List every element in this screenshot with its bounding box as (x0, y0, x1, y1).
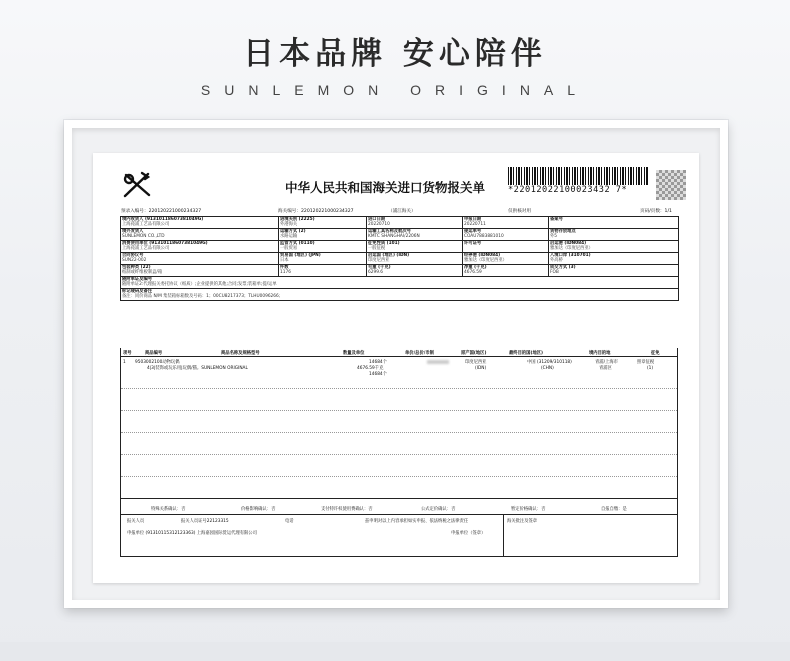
goods-domestic: 青浦/上海市 (595, 360, 618, 365)
form-row (121, 265, 679, 277)
form-row (121, 289, 679, 301)
barcode (508, 167, 648, 185)
page-count: 页码/页数：1/1 (640, 209, 672, 214)
goods-no: 1 (123, 360, 126, 365)
goods-divider (121, 476, 677, 477)
goods-duty: 照章征税 (637, 360, 655, 365)
declarer-label: 报关人员 (127, 519, 145, 524)
goods-destination: 中国 (31209/310118) (527, 360, 572, 365)
form-cell: 货物存放地点 外5 (549, 229, 679, 241)
goods-col-header: 征免 (651, 351, 660, 356)
redacted-price (427, 360, 449, 364)
slogan-heading: 日本品牌 安心陪伴 (243, 36, 547, 72)
goods-origin-code: (IDN) (475, 366, 487, 371)
declaration-footer (120, 499, 678, 557)
declare-unit: 申报单位 (91310115312123363) 上海嘉园国际货运代理有限公司 (127, 531, 257, 536)
form-cell: 启运港 (IDN084) 雅加达（印度尼西亚） (549, 241, 679, 253)
form-cell: 申报日期 20220711 (463, 217, 549, 229)
form-cell: 件数 1176 (279, 265, 367, 277)
provisional-price: 暂定价格确认：否 (511, 507, 546, 512)
self-pay: 自报自缴：是 (601, 507, 627, 512)
price-impact: 价格影响确认：否 (241, 507, 276, 512)
goods-divider (121, 454, 677, 455)
goods-col-header: 境内目的地 (589, 351, 611, 356)
goods-qty: 4676.59千克 (357, 366, 384, 371)
form-cell: 合同协议号 SUN22-002 (121, 253, 279, 265)
form-cell: 征免性质 (101) 一般征税 (367, 241, 463, 253)
goods-col-header: 原产国(地区) (461, 351, 487, 356)
goods-qty: 14684个 (369, 360, 387, 365)
form-row (121, 229, 679, 241)
declare-port: （浦江海关） (388, 209, 416, 214)
goods-divider (121, 432, 677, 433)
goods-origin: 印度尼西亚 (465, 360, 487, 365)
form-cell: 入境口岸 (310701) 外高桥 (549, 253, 679, 265)
customs-emblem-icon (120, 170, 154, 200)
goods-duty-code: (1) (647, 366, 654, 371)
form-cell: 经停港 (IDN084) 雅加达（印度尼西亚） (463, 253, 549, 265)
goods-col-header: 数量及单位 (343, 351, 365, 356)
form-cell: 净重 (千克) 4676.59 (463, 265, 549, 277)
for-query-note: 仅供核对用 (508, 209, 531, 214)
goods-col-header: 最终目的国(地区) (509, 351, 544, 356)
goods-header (121, 348, 677, 357)
qr-code (656, 170, 686, 200)
form-cell: 贸易国 (地区) (JPN) 日本 (279, 253, 367, 265)
form-row (121, 241, 679, 253)
goods-col-header: 项号 (123, 351, 132, 356)
form-cell: 境外发货人 SUNLEMON CO.,LTD (121, 229, 279, 241)
phone-label: 电话 (285, 519, 294, 524)
form-cell: 消费使用单位 (91310118607381049G) 上海莼浦工艺品有限公司 (121, 241, 279, 253)
form-row (121, 217, 679, 229)
goods-destination-code: (CHN) (541, 366, 554, 371)
form-cell: 许可证号 (463, 241, 549, 253)
barcode-number: *22012022100023432 7* (508, 185, 628, 195)
goods-table (120, 348, 678, 499)
special-relation: 特殊关系确认：否 (151, 507, 186, 512)
form-cell: 监管方式 (0110) 一般贸易 (279, 241, 367, 253)
form-cell: 备案号 (549, 217, 679, 229)
goods-divider (121, 388, 677, 389)
royalty-confirm: 支付特许权使用费确认：否 (321, 507, 373, 512)
declare-seal: 申报单位（签章） (451, 531, 486, 536)
form-cell: 成交方式 (3) FOB (549, 265, 679, 277)
document-title: 中华人民共和国海关进口货物报关单 (285, 180, 486, 195)
goods-row (121, 358, 677, 388)
declaration-form-table (120, 216, 679, 301)
brand-name: SUNLEMON ORIGINAL (200, 82, 590, 98)
customs-remark: 海关批注及签章 (507, 519, 538, 524)
bottom-band (0, 642, 790, 661)
goods-domestic-district: 青浦区 (599, 366, 612, 371)
goods-spec: 4|3|装饰或玩乐用|玩偶/猫。SUNLEMON ORIGINAL (147, 366, 248, 371)
customs-number: 海关编号：220120221000234327 (278, 209, 354, 214)
documents-cell: 随附单证及编号 随附单证2:代理报关委托协议（纸质）;企业提供的其他;合同;发票;装箱单;提/运单 (121, 277, 679, 289)
goods-col-header: 商品名称及规格型号 (221, 351, 260, 356)
form-row (121, 277, 679, 289)
marks-cell: 标记唛码及备注 备注：同价商品 N/M 集装箱标箱数及号码：1；00CU8217373；TLHU0096266； (121, 289, 679, 301)
form-cell: 毛重 (千克) 6299.6 (367, 265, 463, 277)
form-cell: 提运单号 COAU7883881010 (463, 229, 549, 241)
goods-col-header: 商品编号 (145, 351, 163, 356)
form-cell: 境内收货人 (91310118607381049G) 上海莼浦工艺品有限公司 (121, 217, 279, 229)
pre-entry-number: 预录入编号：220120221000234327 (121, 209, 202, 214)
goods-qty: 14684个 (369, 372, 387, 377)
form-cell: 包装种类 (22) 纸制或纤维板制盒/箱 (121, 265, 279, 277)
form-cell: 进口日期 20220710 (367, 217, 463, 229)
goods-col-header: 单价/总价/币制 (405, 351, 434, 356)
declarer-cert: 报关人员证号22123315 (181, 519, 229, 524)
goods-code: 9503002100动物玩偶 (135, 360, 180, 365)
formula-pricing: 公式定价确认：否 (421, 507, 456, 512)
form-cell: 运输工具名称及航次号 KMTC SHANGHAI/2206N (367, 229, 463, 241)
form-cell: 运输方式 (2) 水路运输 (279, 229, 367, 241)
form-cell: 进境关别 (2225) 外港海关 (279, 217, 367, 229)
form-cell: 启运国 (地区) (IDN) 印度尼西亚 (367, 253, 463, 265)
form-row (121, 253, 679, 265)
goods-divider (121, 410, 677, 411)
legal-statement: 兹申明对以上内容承担如实申报、依法纳税之法律责任 (365, 519, 469, 524)
